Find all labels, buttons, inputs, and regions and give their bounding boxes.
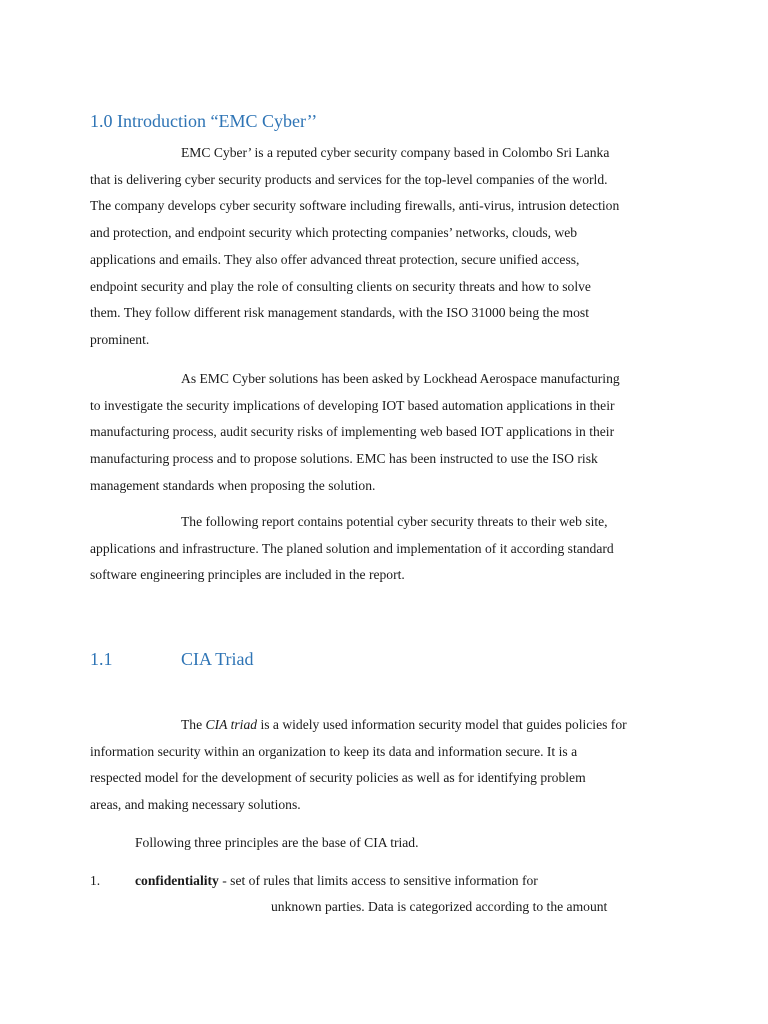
paragraph-cia-intro [90, 712, 690, 819]
section-number-cia: 1.1 [90, 649, 113, 669]
text-line: areas, and making necessary solutions. [90, 797, 301, 813]
text-line: endpoint security and play the role of consulting clients on security threats and how to solve [90, 278, 591, 294]
text-line: EMC Cyber’ is a reputed cyber security company based in Colombo Sri Lanka [181, 145, 610, 160]
text-run: The [181, 717, 206, 732]
text-line: applications and infrastructure. The planed solution and implementation of it according standard [90, 540, 614, 556]
text-line: The following report contains potential cyber security threats to their web site, [181, 514, 608, 529]
text-line: applications and emails. They also offer advanced threat protection, secure unified access, [90, 251, 580, 267]
text-line: The company develops cyber security software including firewalls, anti-virus, intrusion detection [90, 198, 620, 214]
list-item-confidentiality [135, 868, 538, 894]
text-line: As EMC Cyber solutions has been asked by Lockhead Aerospace manufacturing [181, 371, 620, 386]
paragraph-intro-3 [90, 509, 690, 589]
text-line: respected model for the development of security policies as well as for identifying problem [90, 770, 586, 786]
text-line: manufacturing process and to propose solutions. EMC has been instructed to use the ISO risk [90, 451, 598, 467]
list-item-text: - set of rules that limits access to sensitive information for [218, 873, 538, 888]
text-line [90, 712, 690, 739]
list-item-term: confidentiality [135, 873, 219, 888]
paragraph-intro-2 [90, 366, 690, 500]
text-line: and protection, and endpoint security which protecting companies’ networks, clouds, web [90, 225, 578, 241]
principles-intro: Following three principles are the base of CIA triad. [135, 835, 419, 850]
text-line: prominent. [90, 331, 150, 347]
text-line: software engineering principles are included in the report. [90, 567, 405, 583]
text-line: them. They follow different risk management standards, with the ISO 31000 being the most [90, 305, 589, 321]
paragraph-intro-1 [90, 140, 690, 354]
section-heading-introduction: 1.0 Introduction “EMC Cyber’’ [90, 111, 318, 131]
list-item-number: 1. [90, 873, 101, 888]
text-line: manufacturing process, audit security risks of implementing web based IOT applications in their [90, 424, 615, 440]
text-line: information security within an organization to keep its data and information secure. It is a [90, 743, 578, 759]
cia-triad-term: CIA triad [205, 717, 258, 732]
text-line: management standards when proposing the solution. [90, 477, 376, 493]
text-run: is a widely used information security model that guides policies for [257, 717, 627, 732]
text-line: that is delivering cyber security products and services for the top-level companies of the world. [90, 171, 608, 187]
text-line: to investigate the security implications of developing IOT based automation applications in their [90, 397, 615, 413]
list-item-text-continued: unknown parties. Data is categorized according to the amount [271, 899, 608, 914]
section-heading-cia-triad: CIA Triad [181, 649, 254, 669]
